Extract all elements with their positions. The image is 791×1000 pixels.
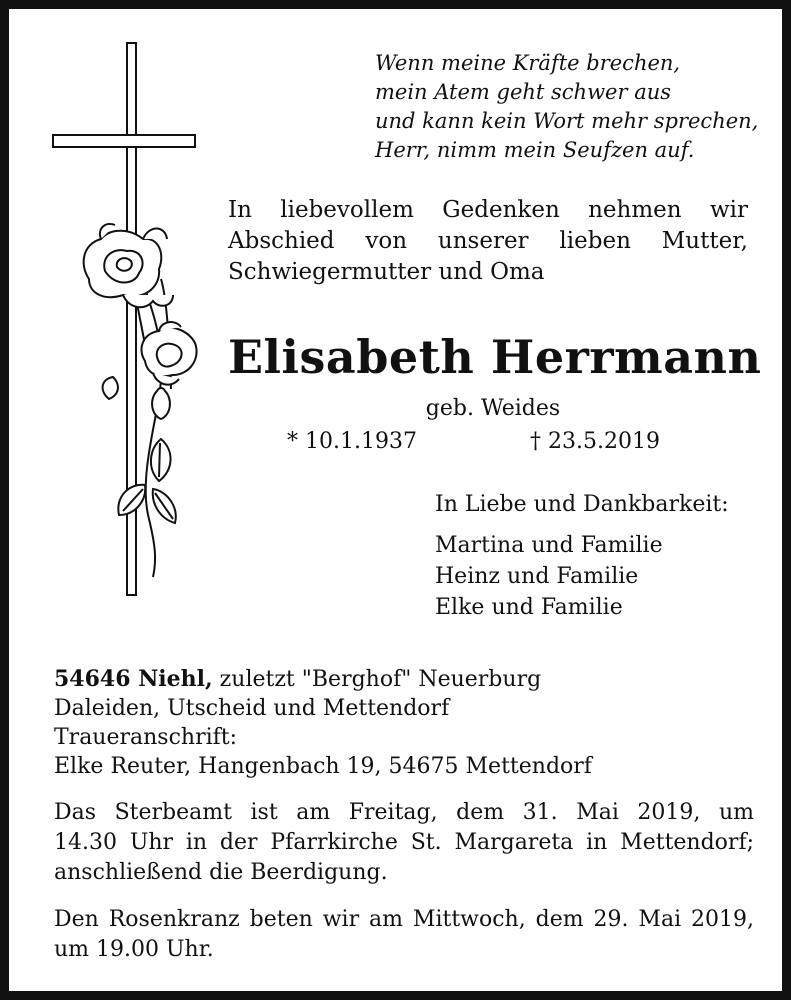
poem — [375, 49, 765, 165]
poem-line: mein Atem geht schwer aus — [375, 80, 672, 104]
family-signature — [435, 489, 765, 623]
family-member: Elke und Familie — [435, 595, 623, 620]
address-line: Elke Reuter, Hangenbach 19, 54675 Mettendorf — [54, 754, 592, 779]
address-block — [54, 665, 754, 781]
poem-line: Herr, nimm mein Seufzen auf. — [375, 138, 695, 162]
intro-line: Schwiegermutter und Oma — [228, 259, 545, 285]
poem-line: und kann kein Wort mehr sprechen, — [375, 109, 759, 133]
address-place-rest: zuletzt "Berghof" Neuerburg — [212, 667, 542, 692]
death-date: † 23.5.2019 — [530, 429, 660, 454]
rosary-line: um 19.00 Uhr. — [54, 937, 214, 962]
service-line: anschließend die Beerdigung. — [54, 860, 388, 885]
rosary-text — [54, 905, 754, 965]
poem-line: Wenn meine Kräfte brechen, — [375, 51, 681, 75]
address-place: 54646 Niehl, — [54, 666, 213, 692]
address-line — [54, 665, 754, 694]
cross-with-roses-icon — [49, 39, 229, 599]
rosary-line: Den Rosenkranz beten wir am Mittwoch, dem 29. Mai 2019, — [54, 907, 754, 932]
family-heading: In Liebe und Dankbarkeit: — [435, 492, 729, 517]
birth-date: * 10.1.1937 — [287, 429, 417, 454]
intro-line: In liebevollem Gedenken nehmen wir — [228, 197, 748, 223]
address-line: Traueranschrift: — [54, 725, 238, 750]
intro-text — [228, 195, 748, 288]
funeral-service-text — [54, 798, 754, 888]
birth-name: geb. Weides — [425, 396, 561, 421]
service-line: 14.30 Uhr in der Pfarrkirche St. Margareta in Mettendorf; — [54, 830, 754, 855]
address-line: Daleiden, Utscheid und Mettendorf — [54, 696, 450, 721]
family-member: Martina und Familie — [435, 533, 663, 558]
service-line: Das Sterbeamt ist am Freitag, dem 31. Mai 2019, um — [54, 800, 754, 825]
deceased-name: Elisabeth Herrmann — [228, 330, 762, 384]
intro-line: Abschied von unserer lieben Mutter, — [228, 228, 748, 254]
family-member: Heinz und Familie — [435, 564, 639, 589]
